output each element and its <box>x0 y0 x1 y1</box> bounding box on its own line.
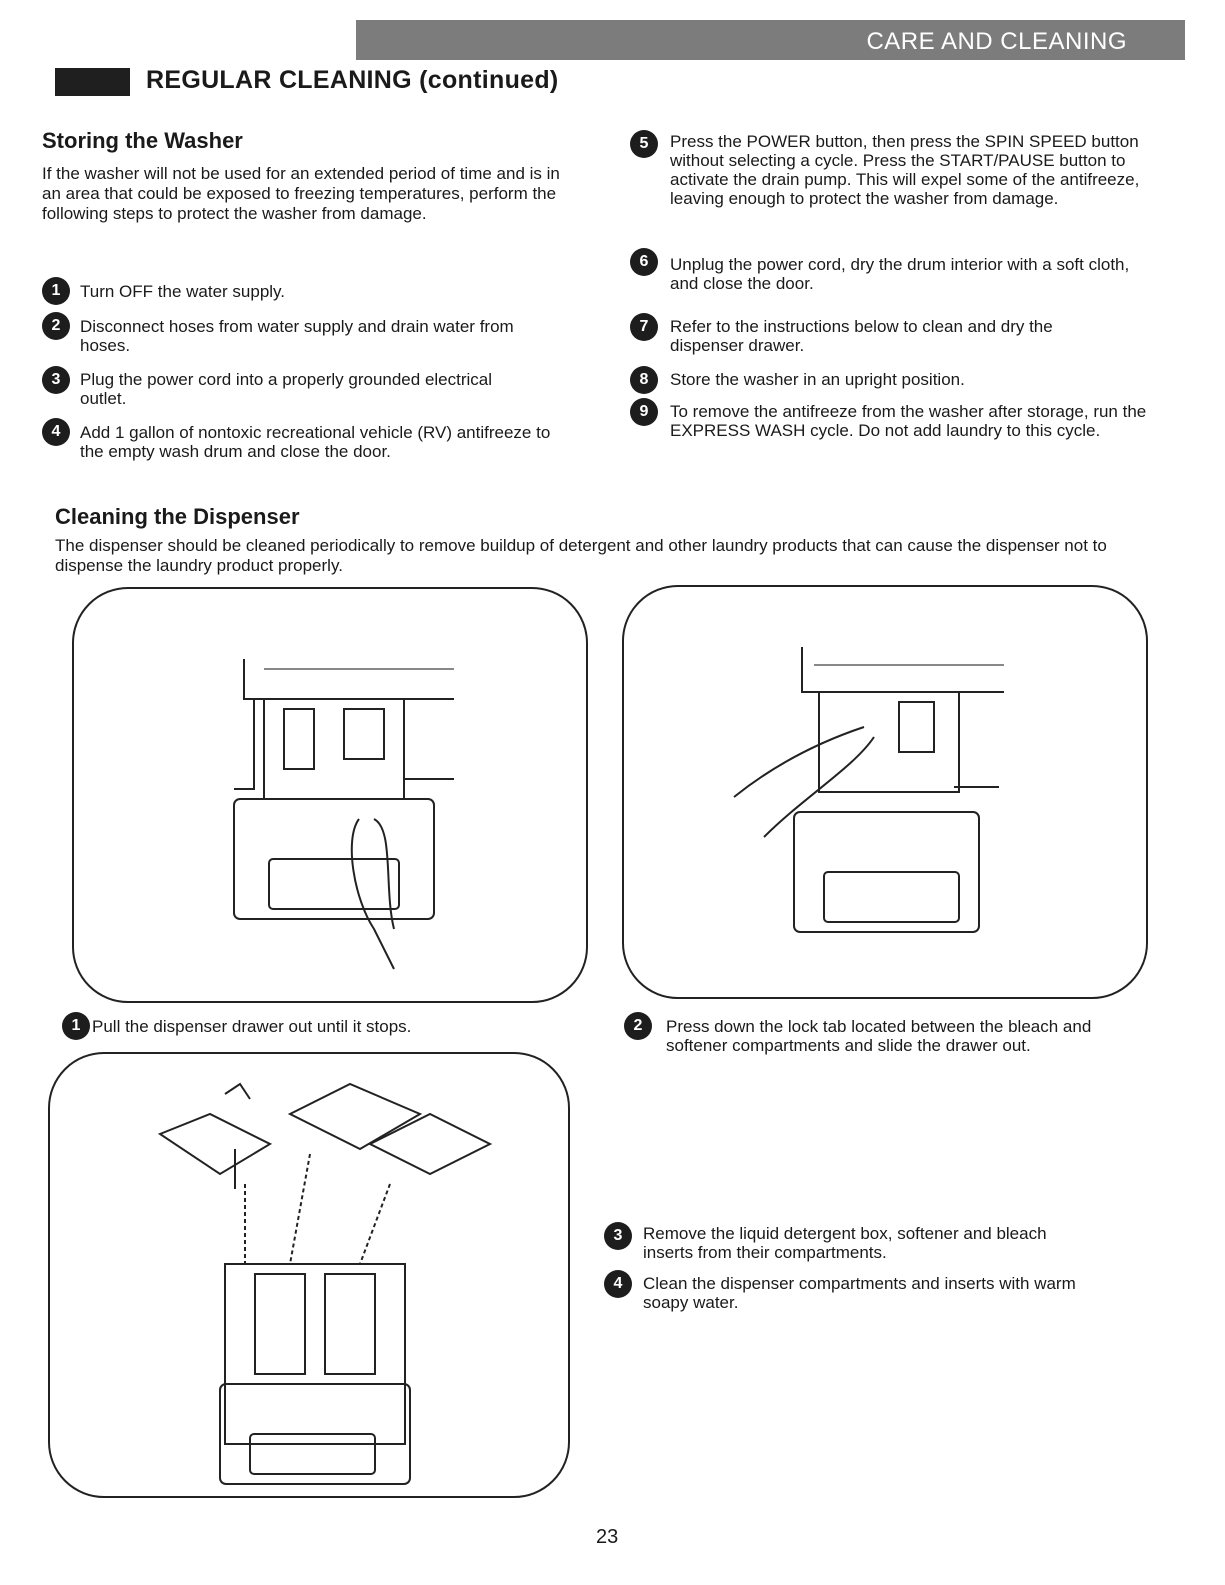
storing-step-2: Disconnect hoses from water supply and drain water from hoses. <box>80 317 514 355</box>
storing-step-9: To remove the antifreeze from the washer after storage, run the EXPRESS WASH cycle. Do not add laundry to this cycle. <box>670 402 1147 440</box>
dispenser-heading: Cleaning the Dispenser <box>55 504 300 529</box>
storing-step-6: Unplug the power cord, dry the drum interior with a soft cloth, and close the door. <box>670 255 1130 293</box>
storing-step-5: Press the POWER button, then press the SPIN SPEED button without selecting a cycle. Press the START/PAUSE button to activate the drain pump. This will expel some of the antifreeze, leaving enough to protect the washer from damage. <box>670 132 1140 208</box>
step-number-badge: 1 <box>42 277 70 305</box>
drawer-pull-drawing <box>74 589 586 1001</box>
step-number-badge: 6 <box>630 248 658 276</box>
storing-intro: If the washer will not be used for an extended period of time and is in an area that could be exposed to freezing temperatures, perform the following steps to protect the washer from damage. <box>42 164 560 223</box>
section-banner <box>356 20 1185 60</box>
step-number-badge: 9 <box>630 398 658 426</box>
step-number-badge: 4 <box>42 418 70 446</box>
page-number: 23 <box>596 1526 619 1548</box>
dispenser-step-2: Press down the lock tab located between the bleach and softener compartments and slide the drawer out. <box>666 1017 1092 1055</box>
step-number-badge: 2 <box>42 312 70 340</box>
step-number-badge: 1 <box>62 1012 90 1040</box>
storing-step-4: Add 1 gallon of nontoxic recreational vehicle (RV) antifreeze to the empty wash drum and close the door. <box>80 423 551 461</box>
step-number-badge: 2 <box>624 1012 652 1040</box>
lock-tab-drawing <box>624 587 1146 997</box>
inserts-illustration <box>48 1052 570 1498</box>
section-banner-text: CARE AND CLEANING <box>866 28 1127 55</box>
dispenser-step-3: Remove the liquid detergent box, softener and bleach inserts from their compartments. <box>643 1224 1047 1262</box>
dispenser-step-4: Clean the dispenser compartments and inserts with warm soapy water. <box>643 1274 1076 1312</box>
step-number-badge: 5 <box>630 130 658 158</box>
storing-step-7: Refer to the instructions below to clean and dry the dispenser drawer. <box>670 317 1053 355</box>
step-number-badge: 7 <box>630 313 658 341</box>
storing-heading: Storing the Washer <box>42 128 243 153</box>
section-title: REGULAR CLEANING (continued) <box>146 66 559 94</box>
section-marker <box>55 68 130 96</box>
step-number-badge: 8 <box>630 366 658 394</box>
inserts-drawing <box>50 1054 568 1496</box>
storing-step-8: Store the washer in an upright position. <box>670 370 965 389</box>
dispenser-intro: The dispenser should be cleaned periodically to remove buildup of detergent and other laundry products that can cause the dispenser not to dispense the laundry product properly. <box>55 536 1107 575</box>
step-number-badge: 3 <box>604 1222 632 1250</box>
storing-step-3: Plug the power cord into a properly grounded electrical outlet. <box>80 370 493 408</box>
dispenser-step-1: Pull the dispenser drawer out until it stops. <box>92 1017 412 1036</box>
drawer-pull-illustration <box>72 587 588 1003</box>
storing-step-1: Turn OFF the water supply. <box>80 282 286 301</box>
step-number-badge: 3 <box>42 366 70 394</box>
step-number-badge: 4 <box>604 1270 632 1298</box>
lock-tab-illustration <box>622 585 1148 999</box>
